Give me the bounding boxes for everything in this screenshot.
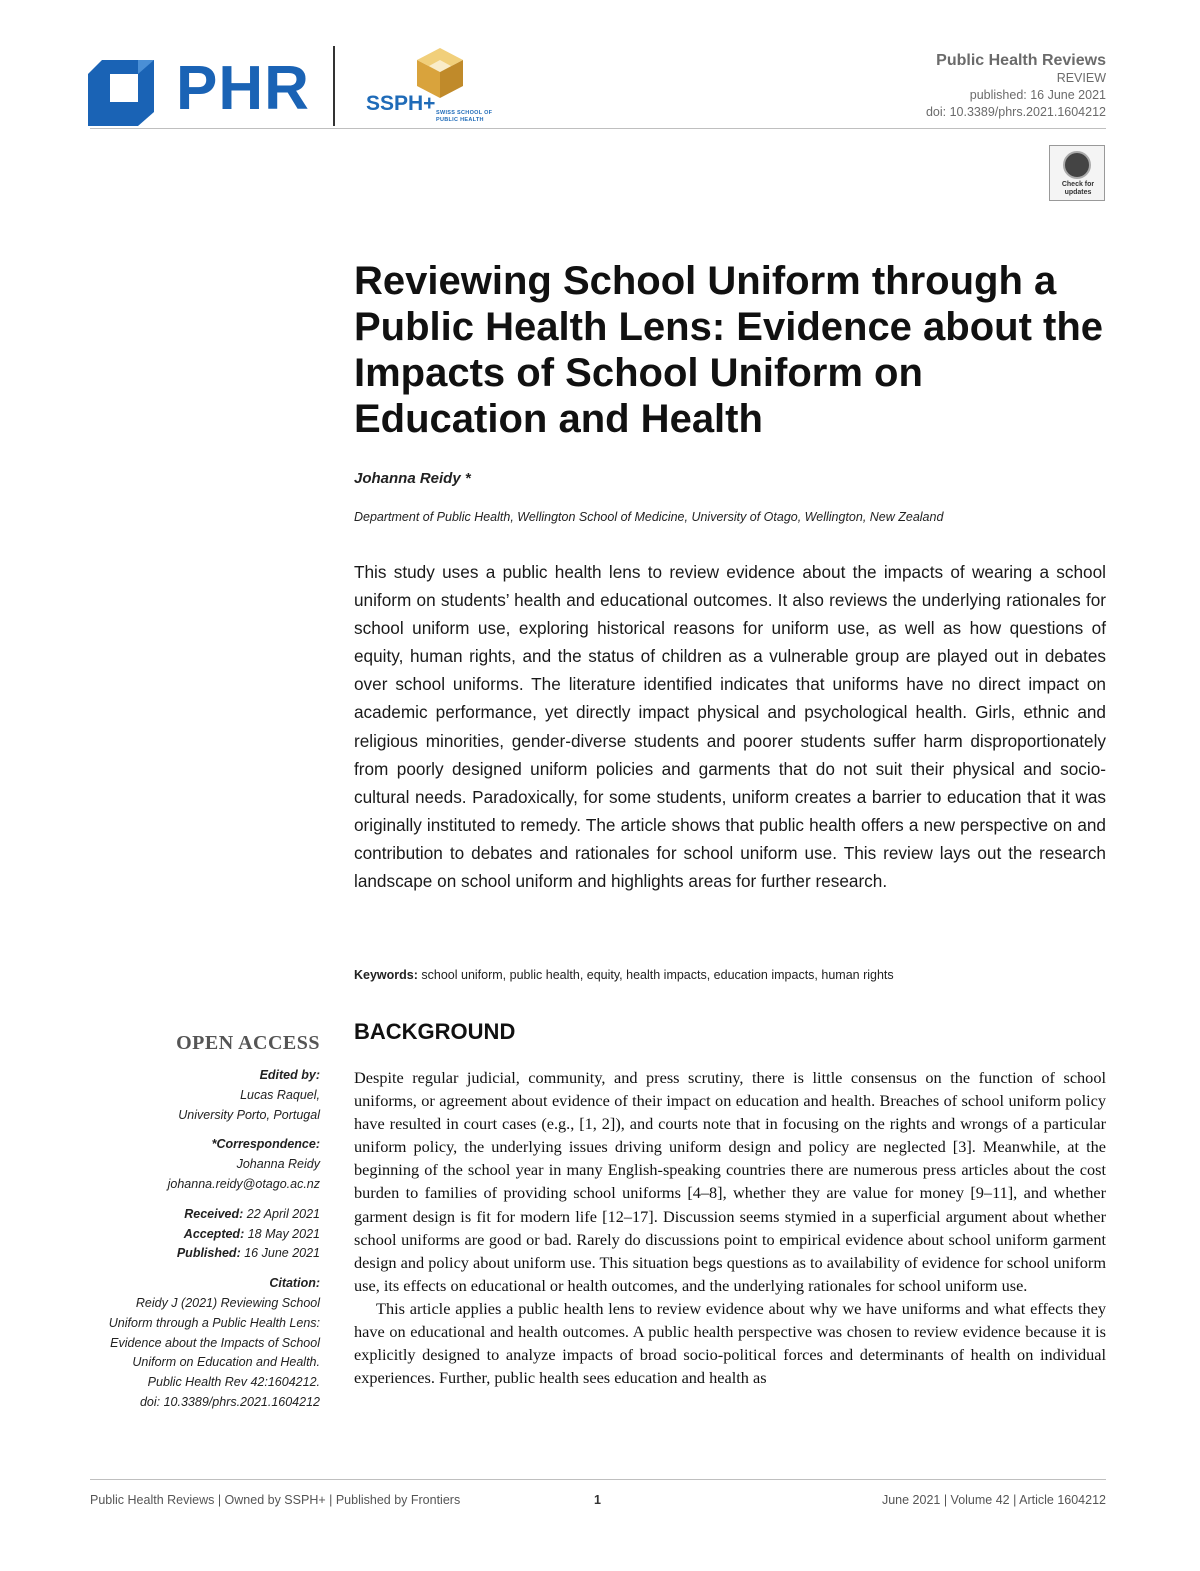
citation-label: Citation: <box>269 1276 320 1291</box>
ssph-logo-text: SSPH+ <box>366 92 436 115</box>
correspondence-label: *Correspondence: <box>211 1137 320 1152</box>
edited-by-label: Edited by: <box>259 1068 320 1082</box>
citation-doi[interactable]: doi: 10.3389/phrs.2021.1604212 <box>139 1394 320 1409</box>
logo-divider <box>333 46 335 126</box>
header-rule <box>90 128 1106 129</box>
doi-link[interactable]: doi: 10.3389/phrs.2021.1604212 <box>925 105 1106 119</box>
footer-rule <box>90 1479 1106 1480</box>
check-updates-icon <box>1063 151 1091 179</box>
keywords-list: school uniform, public health, equity, health impacts, education impacts, human rights <box>421 968 894 982</box>
body-paragraph: Despite regular judicial, community, and press scrutiny, there is little consensus on the function of school uniforms, or agreement about evidence of their impact on education and health. Breaches of school uniform policy have resulted in court cases (e.g., [1, 2]), and courts note that in focusing on the rights and wrongs of a particular uniform policy, the underlying issues driving uniform design and policy are neglected [3]. Meanwhile, at the beginning of the school year in many English-speaking countries there are numerous press articles about the cost burden to families of providing school uniforms [4–8], whether they are value for money [9–11], and whether garment design is fit for modern life [12–17]. Discussion seems stymied in a superficial argument about whether school uniforms are good or bad. Rarely do discussions point to empirical evidence about school uniform garment design and policy about uniform use. This situation begs questions as to availability of evidence for school uniform use, its effects on educational or health outcomes, and the underlying rationales for school uniform use. <box>354 1068 1106 1295</box>
article-title: Reviewing School Uniform through a Public Health Lens: Evidence about the Impacts of School Uniform on Education and Health <box>354 259 1104 441</box>
correspondence-name: Johanna Reidy <box>236 1157 320 1172</box>
citation-line: Uniform through a Public Health Lens: <box>108 1315 320 1330</box>
check-updates-label: Check for updates <box>1061 181 1095 196</box>
ssph-logo-subtitle: SWISS SCHOOL OF PUBLIC HEALTH <box>436 110 493 123</box>
published-date: published: 16 June 2021 <box>969 88 1106 102</box>
ssph-logo <box>366 46 516 131</box>
received-date: Received: 22 April 2021 <box>184 1206 320 1221</box>
citation-line: Reidy J (2021) Reviewing School <box>135 1295 320 1310</box>
footer-issue-info: June 2021 | Volume 42 | Article 1604212 <box>881 1493 1106 1507</box>
editor-affiliation: University Porto, Portugal <box>178 1107 320 1122</box>
journal-meta <box>926 52 1106 121</box>
open-access-label: OPEN ACCESS <box>176 1032 320 1054</box>
author: Johanna Reidy * <box>354 470 471 487</box>
article-info-sidebar <box>60 1030 320 1413</box>
citation-line: Evidence about the Impacts of School <box>110 1335 320 1350</box>
phr-logo <box>88 50 308 125</box>
abstract: This study uses a public health lens to review evidence about the impacts of wearing a school uniform on students’ health and educational outcomes. It also reviews the underlying rationales for school uniform use, exploring historical reasons for uniform use, as well as how questions of equity, human rights, and the status of children as a vulnerable group are played out in debates over school uniforms. The literature identified indicates that uniforms have no direct impact on academic performance, yet directly impact physical and psychological health. Girls, ethnic and religious minorities, gender-diverse students and poorer students suffer harm disproportionately from poorly designed uniform policies and garments that do not suit their physical and socio-cultural needs. Paradoxically, for some students, uniform creates a barrier to education that it was originally instituted to remedy. The article shows that public health offers a new perspective on and contribution to debates and rationales for school uniform use. This review lays out the research landscape on school uniform and highlights areas for further research. <box>354 562 1106 892</box>
editor-name: Lucas Raquel, <box>240 1087 320 1102</box>
check-for-updates-badge[interactable] <box>1049 145 1105 201</box>
body-text <box>354 1066 1106 1389</box>
journal-name: Public Health Reviews <box>936 52 1106 69</box>
footer-journal-info: Public Health Reviews | Owned by SSPH+ | Published by Frontiers <box>90 1493 461 1507</box>
page-number: 1 <box>594 1493 601 1507</box>
citation-line: Public Health Rev 42:1604212. <box>147 1375 320 1390</box>
keywords-label: Keywords: <box>354 968 418 982</box>
affiliation: Department of Public Health, Wellington School of Medicine, University of Otago, Wellington, New Zealand <box>354 510 944 524</box>
correspondence-email[interactable]: johanna.reidy@otago.ac.nz <box>167 1176 320 1191</box>
published-date-sidebar: Published: 16 June 2021 <box>176 1246 320 1261</box>
phr-logo-icon <box>88 56 158 126</box>
citation-line: Uniform on Education and Health. <box>132 1355 320 1370</box>
accepted-date: Accepted: 18 May 2021 <box>183 1226 320 1241</box>
phr-logo-text: PHR <box>176 54 310 123</box>
keywords <box>354 968 894 982</box>
section-heading: BACKGROUND <box>354 1019 516 1044</box>
article-type: REVIEW <box>1056 71 1106 85</box>
body-paragraph: This article applies a public health lens to review evidence about why we have uniforms and what effects they have on educational and health outcomes. A public health perspective was chosen to review evidence because it is explicitly designed to analyze impacts of broad socio-political forces and determinants of health on individual experiences. Further, public health sees education and health as <box>354 1298 1106 1388</box>
